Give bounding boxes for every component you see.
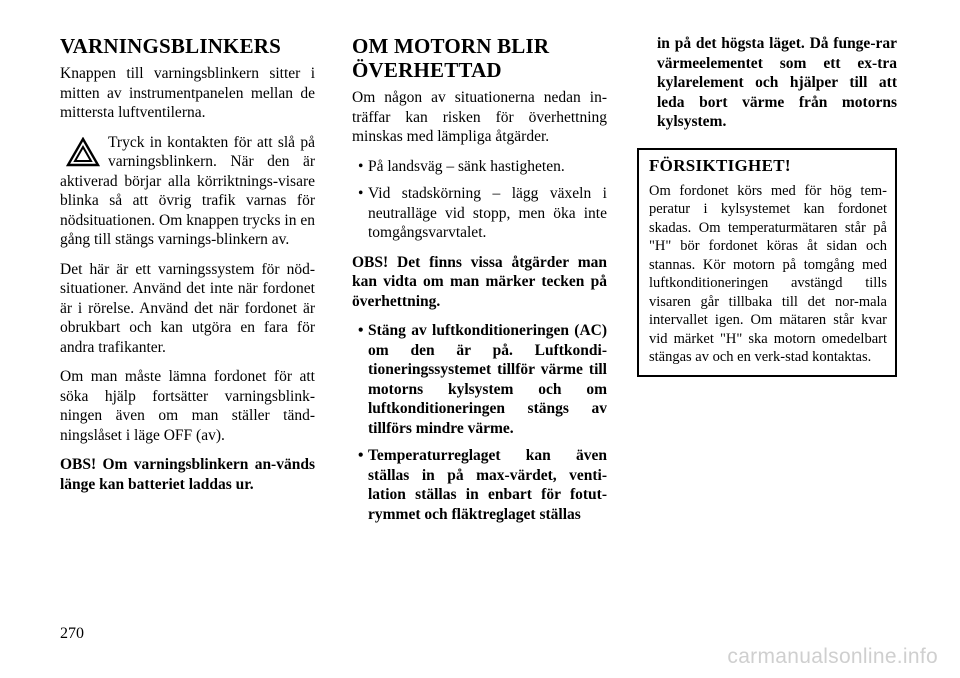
paragraph-button-location: Knappen till varningsblinkern sitter i mitten av instrumentpanelen mellan de mittersta luftventilerna. [60, 65, 315, 121]
bullet: • [358, 447, 364, 464]
list-item-text: Vid stadskörning – lägg växeln i neutralläge vid stopp, men öka inte tomgångsvarvtalet. [368, 185, 607, 241]
paragraph-overheating-intro: Om någon av situationerna nedan in-träffar kan risken för överhettning minskas med lämpliga åtgärder. [352, 89, 607, 145]
column-hazard-warning [60, 34, 315, 504]
column-continued [637, 34, 897, 377]
list-item-text: Stäng av luftkonditioneringen (AC) om den är på. Luftkondi-tioneringssystemet tillför värme till motorns kylsystem och om luftkonditioneringen stängs av tillförs mindre värme. [368, 322, 607, 437]
list-item [352, 184, 607, 243]
hazard-triangle-icon [66, 137, 100, 167]
list-item [352, 157, 607, 177]
note-battery-drain: OBS! Om varningsblinkern an-vänds länge kan batteriet laddas ur. [60, 456, 315, 493]
list-item-text: På landsväg – sänk hastigheten. [368, 157, 565, 175]
note-overheating-measures: OBS! Det finns vissa åtgärder man kan vidta om man märker tecken på överhettning. [352, 253, 607, 310]
paragraph-emergency-use: Det här är ett varningssystem för nöd-situationer. Använd det inte när fordonet är i rörelse. Använd det när fordonet är obrukbart och kan utgöra en fara för andra trafikanter. [60, 260, 315, 356]
watermark: carmanualsonline.info [727, 645, 938, 668]
list-item [352, 446, 607, 524]
caution-title: FÖRSIKTIGHET! [649, 155, 791, 175]
paragraph-continued-heater: in på det högsta läget. Då funge-rar värmeelementet som ett ex-tra kylarelement och hjälper till att leda bort värme från motorns kylsystem. [657, 35, 897, 130]
section-title-overheating: OM MOTORN BLIR ÖVERHETTAD [352, 34, 550, 82]
list-item-text: Temperaturreglaget kan även ställas in på max-värdet, venti-lation ställas in enbart för fotut-rymmet och fläktreglaget ställas [368, 447, 607, 523]
hazard-instructions-text: Tryck in kontakten för att slå på varningsblinkern. När den är aktiverad börjar alla körriktnings-visare blinka så att övrig trafik varnas för nödsituationen. Om knappen trycks in en gång till stängs varnings-blinkern av. [60, 133, 315, 248]
caution-box [637, 148, 897, 377]
list-driving-measures [352, 157, 607, 243]
page-number: 270 [60, 625, 84, 642]
list-item [352, 321, 607, 438]
bullet: • [358, 185, 364, 202]
paragraph-leaving-vehicle: Om man måste lämna fordonet för att söka hjälp fortsätter varningsblink-ningen även om man ställer tänd-ningslåset i läge OFF (av). [60, 368, 315, 444]
bullet: • [358, 157, 364, 175]
caution-text: Om fordonet körs med för hög tem-peratur i kylsystemet kan fordonet skadas. Om temperaturmätaren står på "H" bör fordonet köras åt sidan och stannas. Kör motorn på tomgång med luftkonditioneringen avstängd tills visaren går tillbaka till det nor-mala intervallet igen. Om mätaren står kvar vid märket "H" ska motorn omedelbart stängas av och en verk-stad kontaktas. [649, 182, 887, 365]
section-title-varningsblinkers: VARNINGSBLINKERS [60, 34, 282, 58]
list-overheating-actions [352, 321, 607, 524]
bullet: • [358, 322, 364, 339]
column-engine-overheating [352, 34, 607, 534]
paragraph-hazard-instructions [60, 133, 315, 250]
